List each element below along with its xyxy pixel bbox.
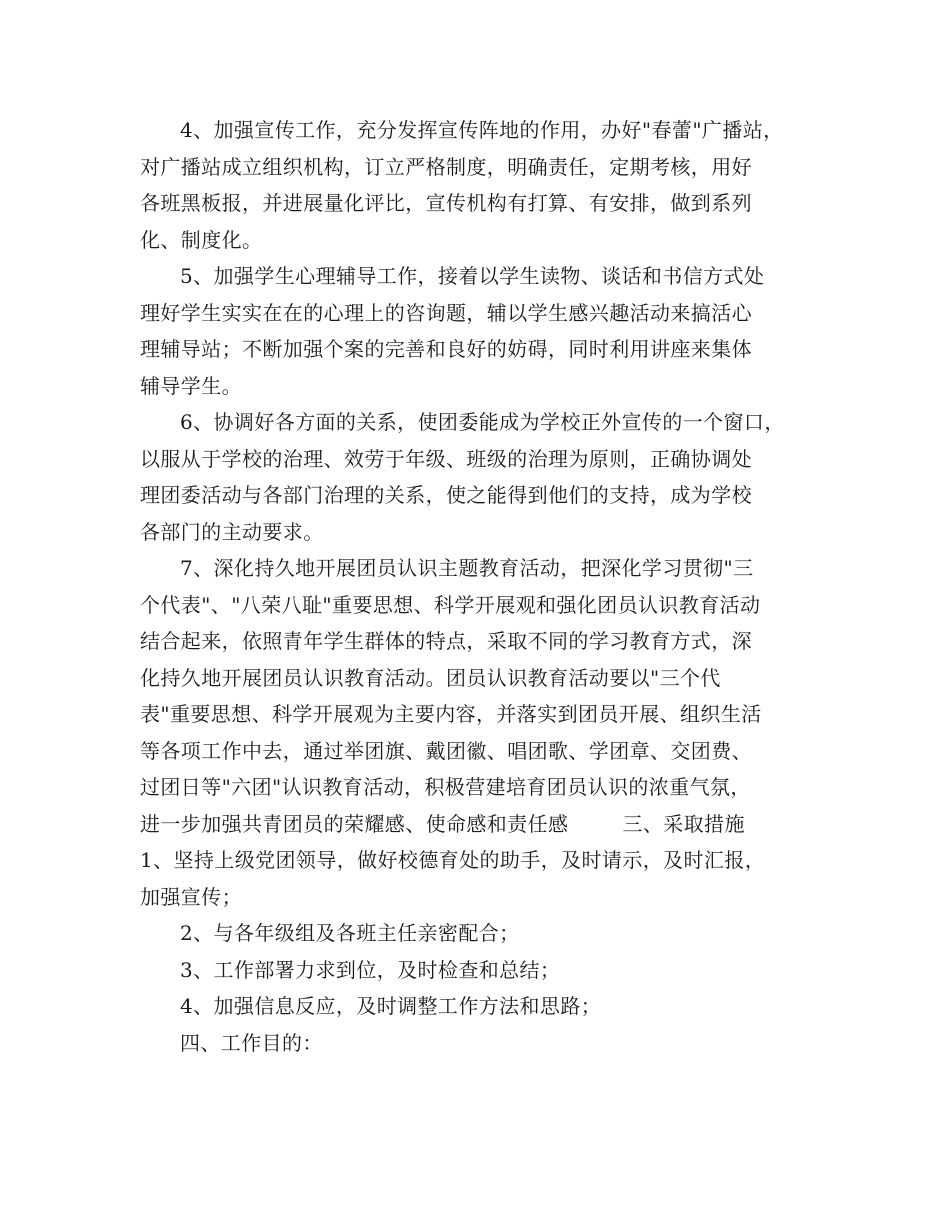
text-line: 结合起来，依照青年学生群体的特点，采取不同的学习教育方式，深	[140, 629, 752, 653]
text-line: 化持久地开展团员认识教育活动。团员认识教育活动要以"三个代	[140, 665, 721, 690]
document-body	[140, 112, 820, 1061]
text-line: 理好学生实实在在的心理上的咨询题，辅以学生感兴趣活动来搞活心	[140, 300, 752, 325]
text-line: 加强宣传；	[140, 884, 242, 909]
text-line: 对广播站成立组织机构，订立严格制度，明确责任，定期考核，用好	[140, 154, 752, 179]
text-line: 等各项工作中去，通过举团旗、戴团徽、唱团歌、学团章、交团费、	[140, 738, 752, 763]
text-line: 表"重要思想、科学开展观为主要内容，并落实到团员开展、组织生活	[140, 702, 762, 726]
text-line: 2、与各年级组及各班主任亲密配合；	[180, 921, 520, 945]
text-line: 3、工作部署力求到位，及时检查和总结；	[180, 957, 561, 982]
text-line: 各部门的主动要求。	[140, 519, 324, 544]
text-line: 6、协调好各方面的关系，使团委能成为学校正外宣传的一个窗口，	[180, 410, 785, 434]
text-line: 7、深化持久地开展团员认识主题教育活动，把深化学习贯彻"三	[180, 556, 754, 580]
text-line: 4、加强信息反应，及时调整工作方法和思路；	[180, 994, 602, 1018]
text-line: 进一步加强共青团员的荣耀感、使命感和责任感 三、采取措施	[140, 811, 745, 836]
text-line: 5、加强学生心理辅导工作，接着以学生读物、谈话和书信方式处	[180, 264, 765, 288]
text-line: 1、坚持上级党团领导，做好校德育处的助手，及时请示，及时汇报，	[140, 848, 766, 872]
text-line: 个代表"、"八荣八耻"重要思想、科学开展观和强化团员认识教育活动	[140, 592, 761, 617]
text-line: 各班黑板报，并进展量化评比，宣传机构有打算、有安排，做到系列	[140, 191, 752, 215]
text-line: 理团委活动与各部门治理的关系，使之能得到他们的支持，成为学校	[140, 483, 752, 507]
text-line: 化、制度化。	[140, 227, 263, 252]
text-line: 辅导学生。	[140, 373, 242, 398]
text-line: 过团日等"六团"认识教育活动，积极营建培育团员认识的浓重气氛，	[140, 775, 751, 799]
text-line: 以服从于学校的治理、效劳于年级、班级的治理为原则，正确协调处	[140, 446, 752, 471]
text-line: 理辅导站；不断加强个案的完善和良好的妨碍，同时利用讲座来集体	[140, 337, 752, 361]
text-line: 四、工作目的：	[180, 1030, 323, 1055]
text-line: 4、加强宣传工作，充分发挥宣传阵地的作用，办好"春蕾"广播站，	[180, 118, 784, 142]
